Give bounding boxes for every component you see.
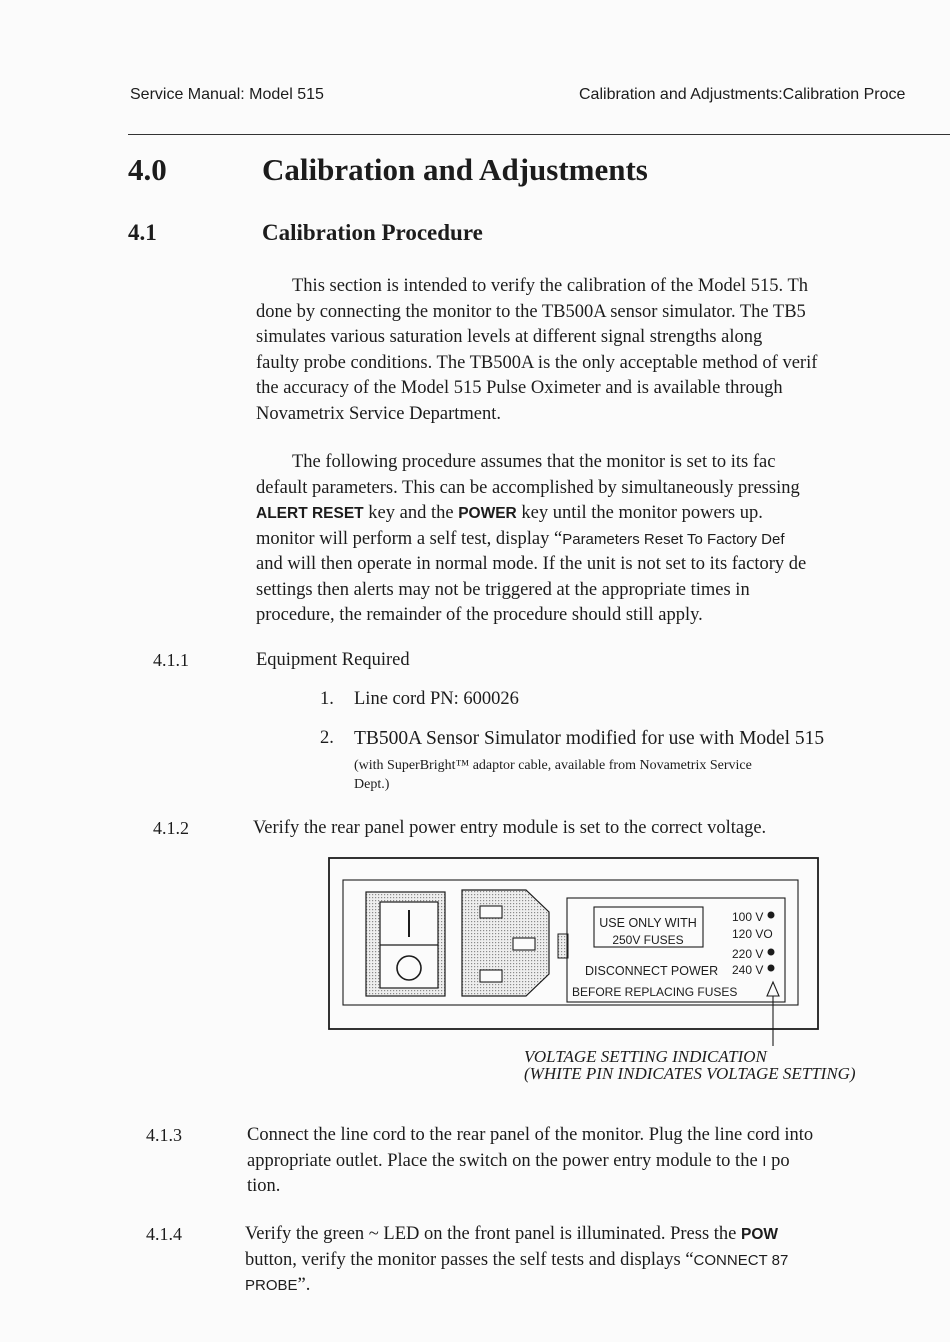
text-line: The following procedure assumes that the monitor is set to its fac — [292, 452, 776, 472]
voltage-label-100: 100 V — [732, 910, 764, 924]
step-title: Equipment Required — [256, 650, 410, 670]
section-title: Calibration and Adjustments — [262, 152, 648, 187]
text-fragment: button, verify the monitor passes the self tests and displays “ — [245, 1249, 694, 1270]
text-fragment: monitor will perform a self test, display “ — [256, 528, 563, 549]
text-line — [245, 1248, 950, 1274]
section-number: 4.0 — [128, 152, 167, 187]
text-line: and will then operate in normal mode. If the unit is not set to its factory de — [256, 554, 807, 574]
iec-inlet — [462, 890, 549, 996]
voltage-pin-240 — [768, 965, 775, 972]
power-key: POW — [741, 1226, 779, 1243]
display-message: CONNECT 87 — [693, 1251, 789, 1269]
display-message: Parameters Reset To Factory Def — [562, 530, 785, 548]
text-line — [245, 1222, 950, 1248]
voltage-indicator-arrow — [767, 982, 779, 1046]
text-line: settings then alerts may not be triggered at the appropriate times in — [256, 579, 750, 600]
text-line: Connect the line cord to the rear panel of the monitor. Plug the line cord into — [247, 1125, 814, 1145]
text-line: This section is intended to verify the calibration of the Model 515. Th — [292, 276, 809, 296]
fuse-warning-line2: 250V FUSES — [612, 933, 684, 947]
power-switch — [366, 892, 445, 996]
step-text — [247, 1123, 950, 1200]
text-line — [245, 1273, 950, 1299]
running-header-right: Calibration and Adjustments:Calibration Proce — [579, 86, 906, 103]
step-text — [245, 1222, 950, 1299]
text-fragment: Verify the green ~ LED on the front panel is illuminated. Press the — [245, 1224, 742, 1244]
inlet-pin — [480, 906, 502, 918]
text-line: faulty probe conditions. The TB500A is the only acceptable method of verif — [256, 352, 818, 373]
text-fragment: appropriate outlet. Place the switch on the power entry module to the — [247, 1150, 763, 1171]
voltage-label-220: 220 V — [732, 947, 764, 961]
diagram-caption — [524, 1048, 856, 1082]
alert-reset-key: ALERT RESET — [256, 505, 364, 522]
list-item: Line cord PN: 600026 — [354, 689, 519, 709]
step-text: Verify the rear panel power entry module is set to the correct voltage. — [253, 818, 767, 838]
text-fragment: key and the — [363, 503, 459, 523]
inlet-pin — [480, 970, 502, 982]
on-symbol: I — [762, 1152, 767, 1170]
text-line: Novametrix Service Department. — [256, 403, 502, 424]
voltage-label-120: 120 VO — [732, 927, 773, 941]
text-line: done by connecting the monitor to the TB500A sensor simulator. The TB5 — [256, 301, 806, 322]
subsection-title: Calibration Procedure — [262, 220, 483, 245]
text-line: procedure, the remainder of the procedure should still apply. — [256, 605, 703, 625]
disconnect-warning-line2: BEFORE REPLACING FUSES — [572, 985, 738, 999]
list-item: TB500A Sensor Simulator modified for use with Model 515 — [354, 728, 825, 749]
step-number: 4.1.2 — [153, 818, 189, 838]
text-line: tion. — [247, 1176, 281, 1196]
fuse-warning-line1: USE ONLY WITH — [599, 916, 697, 930]
caption-line1: VOLTAGE SETTING INDICATION — [524, 1047, 767, 1066]
inlet-pin — [513, 938, 535, 950]
text-line: (with SuperBright™ adaptor cable, available from Novametrix Service — [354, 758, 752, 773]
caption-line2: (WHITE PIN INDICATES VOLTAGE SETTING) — [524, 1064, 856, 1083]
text-fragment: ”. — [297, 1275, 311, 1295]
voltage-label-240: 240 V — [732, 963, 764, 977]
voltage-pin-220 — [768, 949, 775, 956]
text-fragment: key until the monitor powers up. — [516, 503, 763, 523]
list-item-number: 2. — [320, 728, 334, 748]
step-number: 4.1.3 — [146, 1125, 182, 1145]
text-line: simulates various saturation levels at different signal strengths along — [256, 327, 763, 347]
step-number: 4.1.4 — [146, 1224, 182, 1244]
power-key: POWER — [458, 505, 517, 522]
display-message: PROBE — [245, 1277, 298, 1294]
text-line: the accuracy of the Model 515 Pulse Oximeter and is available through — [256, 378, 783, 398]
text-line — [247, 1149, 950, 1175]
fuse-label-panel — [567, 898, 785, 1002]
list-item-number: 1. — [320, 689, 334, 709]
disconnect-warning-line1: DISCONNECT POWER — [585, 964, 719, 978]
text-line: default parameters. This can be accomplished by simultaneously pressing — [256, 477, 800, 498]
subsection-number: 4.1 — [128, 220, 157, 245]
step-number: 4.1.1 — [153, 650, 189, 670]
voltage-pin-100 — [768, 912, 775, 919]
text-fragment: po — [766, 1150, 790, 1171]
running-header-left: Service Manual: Model 515 — [130, 86, 324, 103]
text-line: Dept.) — [354, 777, 390, 792]
